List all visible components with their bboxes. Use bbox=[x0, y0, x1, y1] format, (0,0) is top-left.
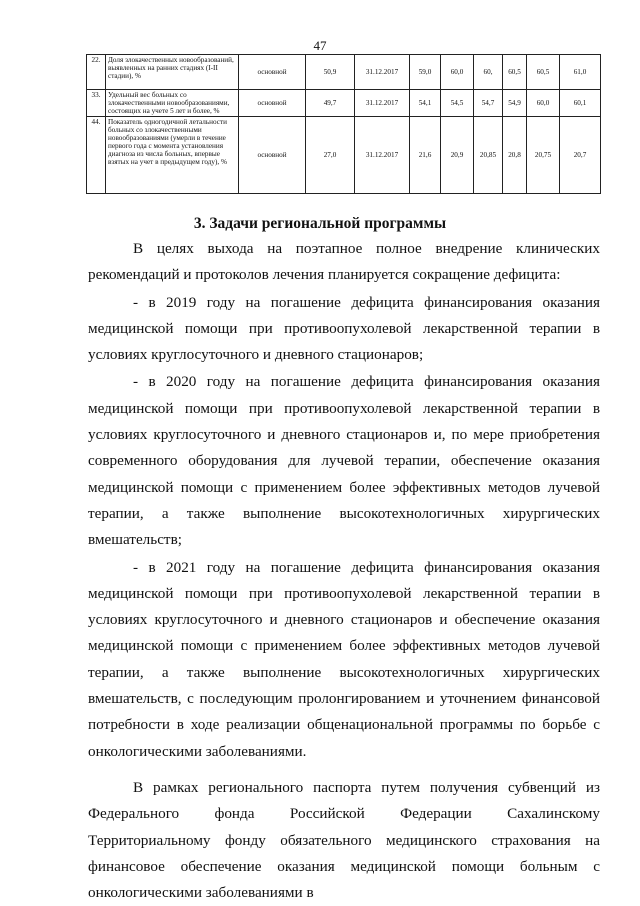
paragraph: - в 2020 году на погашение дефицита финансирования оказания медицинской помощи при противоопухолевой лекарственной терапии в условиях круглосуточного и дневного стационаров и, по мере приобретения современного оборудования для лучевой терапии, обеспечение оказания медицинской помощи с применением более эффективных методов лучевой терапии, а также выполнение высокотехнологичных хирургических вмешательств; bbox=[88, 373, 600, 549]
year-value: 20,9 bbox=[441, 117, 474, 194]
year-value: 21,6 bbox=[410, 117, 441, 194]
base-value: 49,7 bbox=[306, 90, 355, 117]
year-value: 54,9 bbox=[503, 90, 527, 117]
year-value: 60,1 bbox=[560, 90, 601, 117]
indicator-name: Доля злокачественных новообразований, выявленных на ранних стадиях (I-II стадии), % bbox=[106, 55, 239, 90]
year-value: 54,7 bbox=[474, 90, 503, 117]
indicator-type: основной bbox=[239, 90, 306, 117]
paragraph: В целях выхода на поэтапное полное внедрение клинических рекомендаций и протоколов лечения планируется сокращение дефицита: bbox=[88, 240, 600, 284]
year-value: 20,7 bbox=[560, 117, 601, 194]
indicator-name: Удельный вес больных со злокачественными новообразованиями, состоящих на учете 5 лет и более, % bbox=[106, 90, 239, 117]
base-date: 31.12.2017 bbox=[355, 117, 410, 194]
page-number: 47 bbox=[313, 38, 327, 53]
year-value: 59,0 bbox=[410, 55, 441, 90]
year-value: 60,0 bbox=[441, 55, 474, 90]
row-number: 33. bbox=[87, 90, 106, 117]
year-value: 60, bbox=[474, 55, 503, 90]
year-value: 61,0 bbox=[560, 55, 601, 90]
table-row bbox=[87, 90, 601, 117]
paragraph: - в 2021 году на погашение дефицита финансирования оказания медицинской помощи при противоопухолевой лекарственной терапии в условиях круглосуточного и дневного стационаров и обеспечение оказания медицинской помощи с применением более эффективных методов лучевой терапии, а также выполнение высокотехнологичных хирургических вмешательств, с последующим пролонгированием и уточнением финансовой потребности в ходе реализации общенациональной программы по борьбе с онкологическими заболеваниями. bbox=[88, 558, 600, 760]
year-value: 20,8 bbox=[503, 117, 527, 194]
year-value: 54,5 bbox=[441, 90, 474, 117]
paragraph: - в 2019 году на погашение дефицита финансирования оказания медицинской помощи при противоопухолевой лекарственной терапии в условиях круглосуточного и дневного стационаров; bbox=[88, 293, 600, 364]
section-body bbox=[88, 236, 600, 906]
base-date: 31.12.2017 bbox=[355, 90, 410, 117]
base-date: 31.12.2017 bbox=[355, 55, 410, 90]
year-value: 54,1 bbox=[410, 90, 441, 117]
section-title: 3. Задачи региональной программы bbox=[193, 215, 447, 232]
year-value: 60,0 bbox=[527, 90, 560, 117]
indicators-table bbox=[86, 54, 601, 194]
indicator-type: основной bbox=[239, 55, 306, 90]
base-value: 27,0 bbox=[306, 117, 355, 194]
row-number: 22. bbox=[87, 55, 106, 90]
table-row bbox=[87, 117, 601, 194]
row-number: 44. bbox=[87, 117, 106, 194]
paragraph: В рамках регионального паспорта путем получения субвенций из Федерального фонда Российской Федерации Сахалинскому Территориальному фонду обязательного медицинского страхования на финансовое обеспечение оказания медицинской помощи больным с онкологическими заболеваниями в bbox=[88, 778, 600, 902]
year-value: 60,5 bbox=[503, 55, 527, 90]
indicator-name: Показатель одногодичной летальности больных со злокачественными новообразованиями (умерли в течение первого года с момента установления диагноза из числа больных, впервые взятых на учет в предыдущем году), % bbox=[106, 117, 239, 194]
base-value: 50,9 bbox=[306, 55, 355, 90]
table-row bbox=[87, 55, 601, 90]
year-value: 20,85 bbox=[474, 117, 503, 194]
year-value: 20,75 bbox=[527, 117, 560, 194]
indicator-type: основной bbox=[239, 117, 306, 194]
year-value: 60,5 bbox=[527, 55, 560, 90]
